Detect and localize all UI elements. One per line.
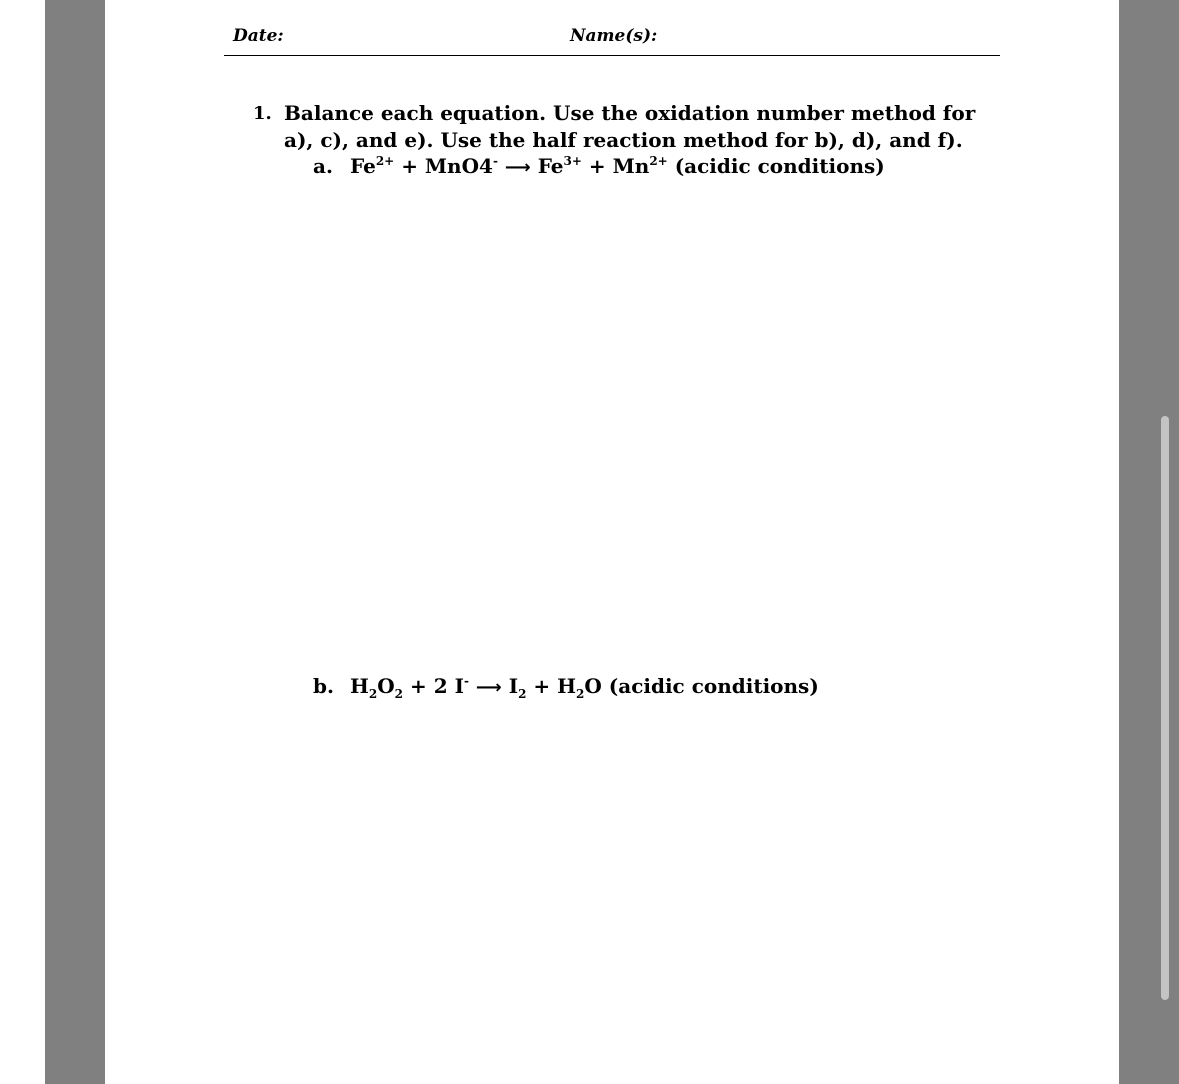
- charge: 2+: [649, 154, 668, 168]
- reactant-peroxide: [349, 674, 404, 701]
- plus-sign: +: [409, 674, 427, 698]
- charge: 3+: [563, 154, 582, 168]
- charge: -: [492, 154, 498, 168]
- names-label: Name(s):: [570, 26, 658, 46]
- part-a-equation: [313, 154, 885, 178]
- element-h: H: [349, 674, 369, 698]
- conditions: (acidic conditions): [608, 674, 819, 698]
- charge: 2+: [375, 154, 395, 168]
- product-manganese: Mn: [612, 154, 650, 178]
- right-page-margin: [1119, 0, 1179, 1084]
- subscript: 2: [394, 687, 404, 701]
- product-water: [557, 674, 602, 701]
- left-page-margin: [45, 0, 105, 1084]
- date-label: Date:: [233, 26, 284, 46]
- element-i: I: [508, 674, 519, 698]
- plus-sign: +: [401, 154, 418, 178]
- part-label: a.: [313, 154, 333, 178]
- reactant-permanganate: MnO4: [424, 154, 493, 178]
- part-label: b.: [313, 674, 334, 698]
- product-iodine: [508, 674, 527, 701]
- reaction-arrow-icon: ⟶: [504, 157, 531, 178]
- reactant-iron: Fe: [349, 154, 376, 178]
- element-h: H: [557, 674, 577, 698]
- reactant-iodide: [455, 674, 469, 698]
- left-gutter: [0, 0, 45, 1084]
- reaction-arrow-icon: ⟶: [475, 677, 502, 698]
- question-number: 1.: [253, 103, 272, 124]
- charge: -: [463, 674, 469, 688]
- coefficient: 2: [433, 674, 448, 698]
- part-b-equation: [313, 674, 819, 701]
- element-i: I: [454, 674, 464, 698]
- plus-sign: +: [588, 154, 606, 178]
- subscript: 2: [518, 687, 527, 701]
- element-o: O: [377, 674, 395, 698]
- conditions: (acidic conditions): [674, 154, 885, 178]
- document-page: [105, 0, 1119, 1084]
- element-o: O: [584, 674, 602, 698]
- header-rule: [224, 55, 1000, 56]
- question-text: Balance each equation. Use the oxidation number method for a), c), and e). Use the half reaction method for b), d), and f).: [284, 101, 976, 152]
- vertical-scrollbar-thumb[interactable]: [1161, 416, 1169, 1000]
- subscript: 2: [576, 687, 585, 701]
- product-iron: Fe: [537, 154, 564, 178]
- plus-sign: +: [533, 674, 551, 698]
- subscript: 2: [368, 687, 378, 701]
